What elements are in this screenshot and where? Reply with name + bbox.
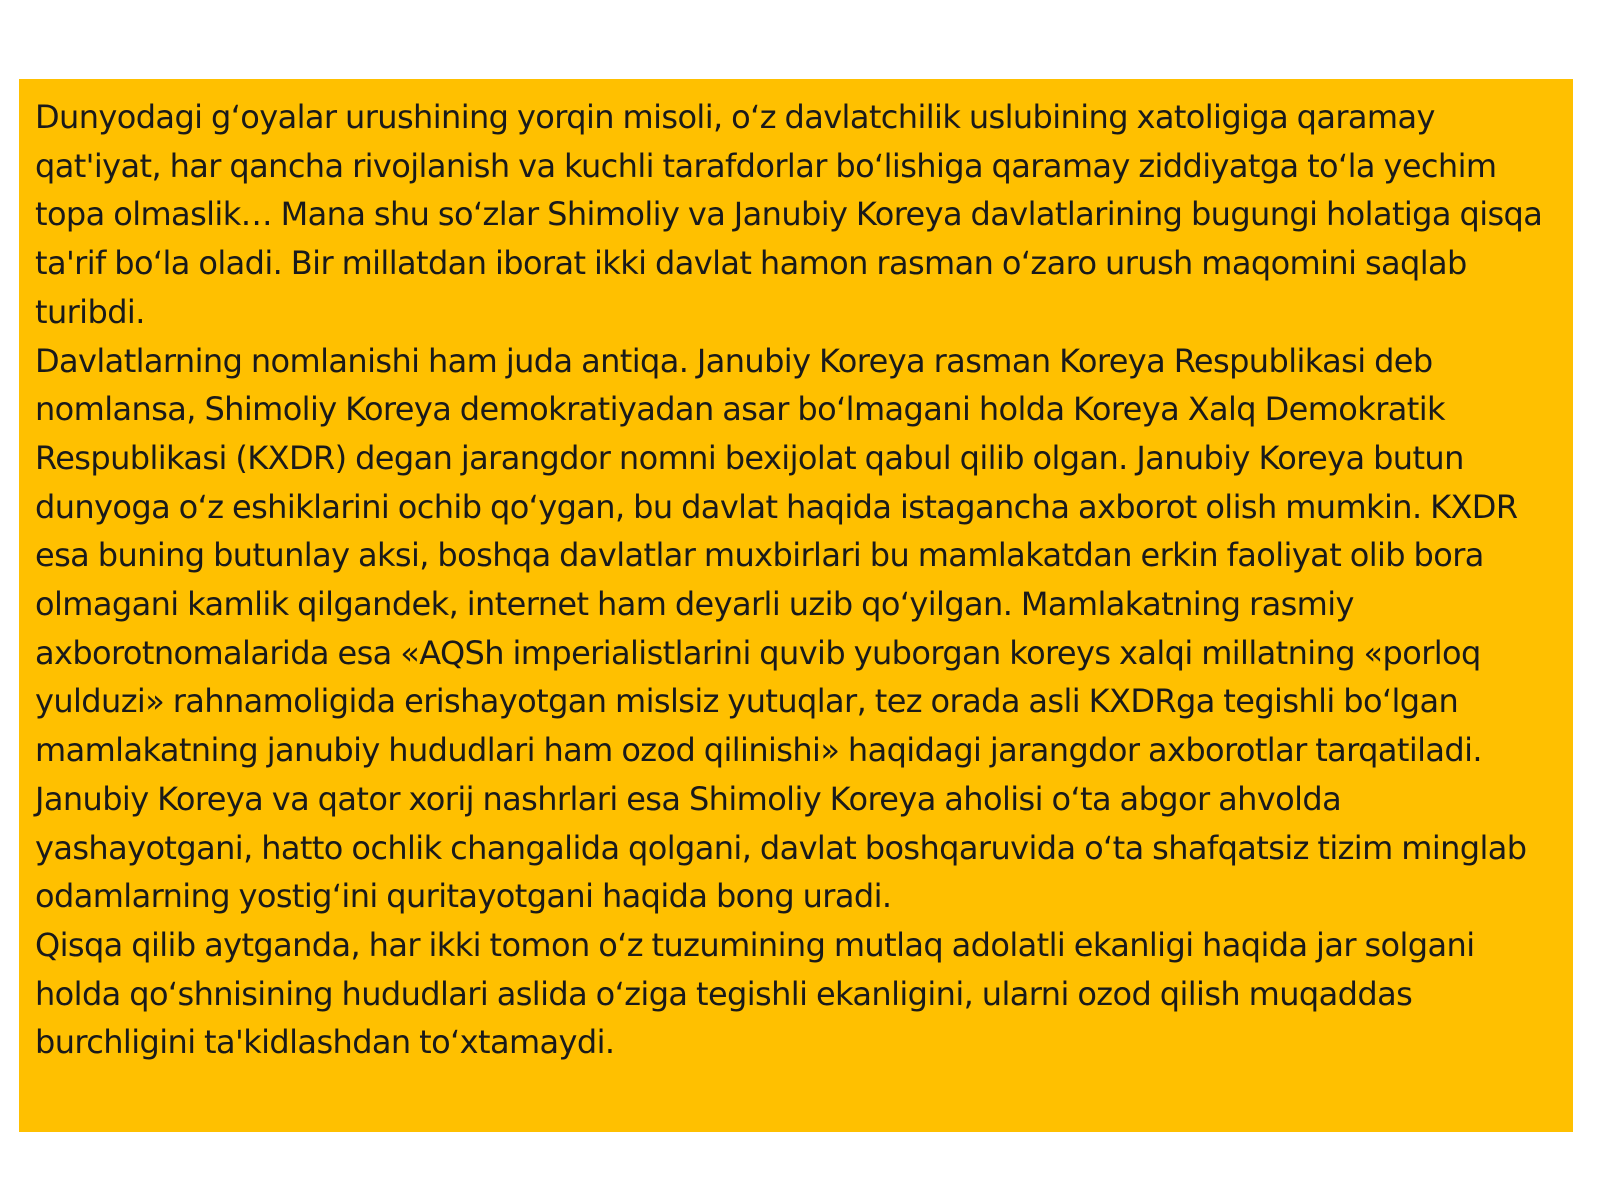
text-box xyxy=(19,79,1573,1132)
paragraph-3: Janubiy Koreya va qator xorij nashrlari esa Shimoliy Koreya aholisi o‘ta abgor ahvolda yashayotgani, hatto ochlik changalida qolgani, davlat boshqaruvida o‘ta shafqatsiz tizim minglab odamlarning yostig‘ini quritayotgani haqida bong uradi. xyxy=(35,779,1527,916)
paragraph-4: Qisqa qilib aytganda, har ikki tomon o‘z tuzumining mutlaq adolatli ekanligi haqida jar solgani holda qo‘shnisining hududlari aslida o‘ziga tegishli ekanligini, ularni ozod qilish muqaddas burchligini ta'kidlashdan to‘xtamaydi. xyxy=(35,925,1475,1062)
paragraph-1: Dunyodagi g‘oyalar urushining yorqin misoli, o‘z davlatchilik uslubining xatoligiga qaramay qat'iyat, har qancha rivojlanish va kuchli tarafdorlar bo‘lishiga qaramay ziddiyatga to‘la yechim topa olmaslik… Mana shu so‘zlar Shimoliy va Janubiy Koreya davlatlarining bugungi holatiga qisqa ta'rif bo‘la oladi. Bir millatdan iborat ikki davlat hamon rasman o‘zaro urush maqomini saqlab turibdi. xyxy=(35,98,1543,331)
paragraph-2: Davlatlarning nomlanishi ham juda antiqa. Janubiy Koreya rasman Koreya Respublikasi deb nomlansa, Shimoliy Koreya demokratiyadan asar bo‘lmagani holda Koreya Xalq Demokratik Respublikasi (KXDR) degan jarangdor nomni bexijolat qabul qilib olgan. Janubiy Koreya butun dunyoga o‘z eshiklarini ochib qo‘ygan, bu davlat haqida istagancha axborot olish mumkin. KXDR esa buning butunlay aksi, boshqa davlatlar muxbirlari bu mamlakatdan erkin faoliyat olib bora olmagani kamlik qilgandek, internet ham deyarli uzib qo‘yilgan. Mamlakatning rasmiy axborotnomalarida esa «AQSh imperialistlarini quvib yuborgan koreys xalqi millatning «porloq yulduzi» rahnamoligida erishayotgan mislsiz yutuqlar, tez orada asli KXDRga tegishli bo‘lgan mamlakatning janubiy hududlari ham ozod qilinishi» haqidagi jarangdor axborotlar tarqatiladi. xyxy=(35,341,1518,770)
